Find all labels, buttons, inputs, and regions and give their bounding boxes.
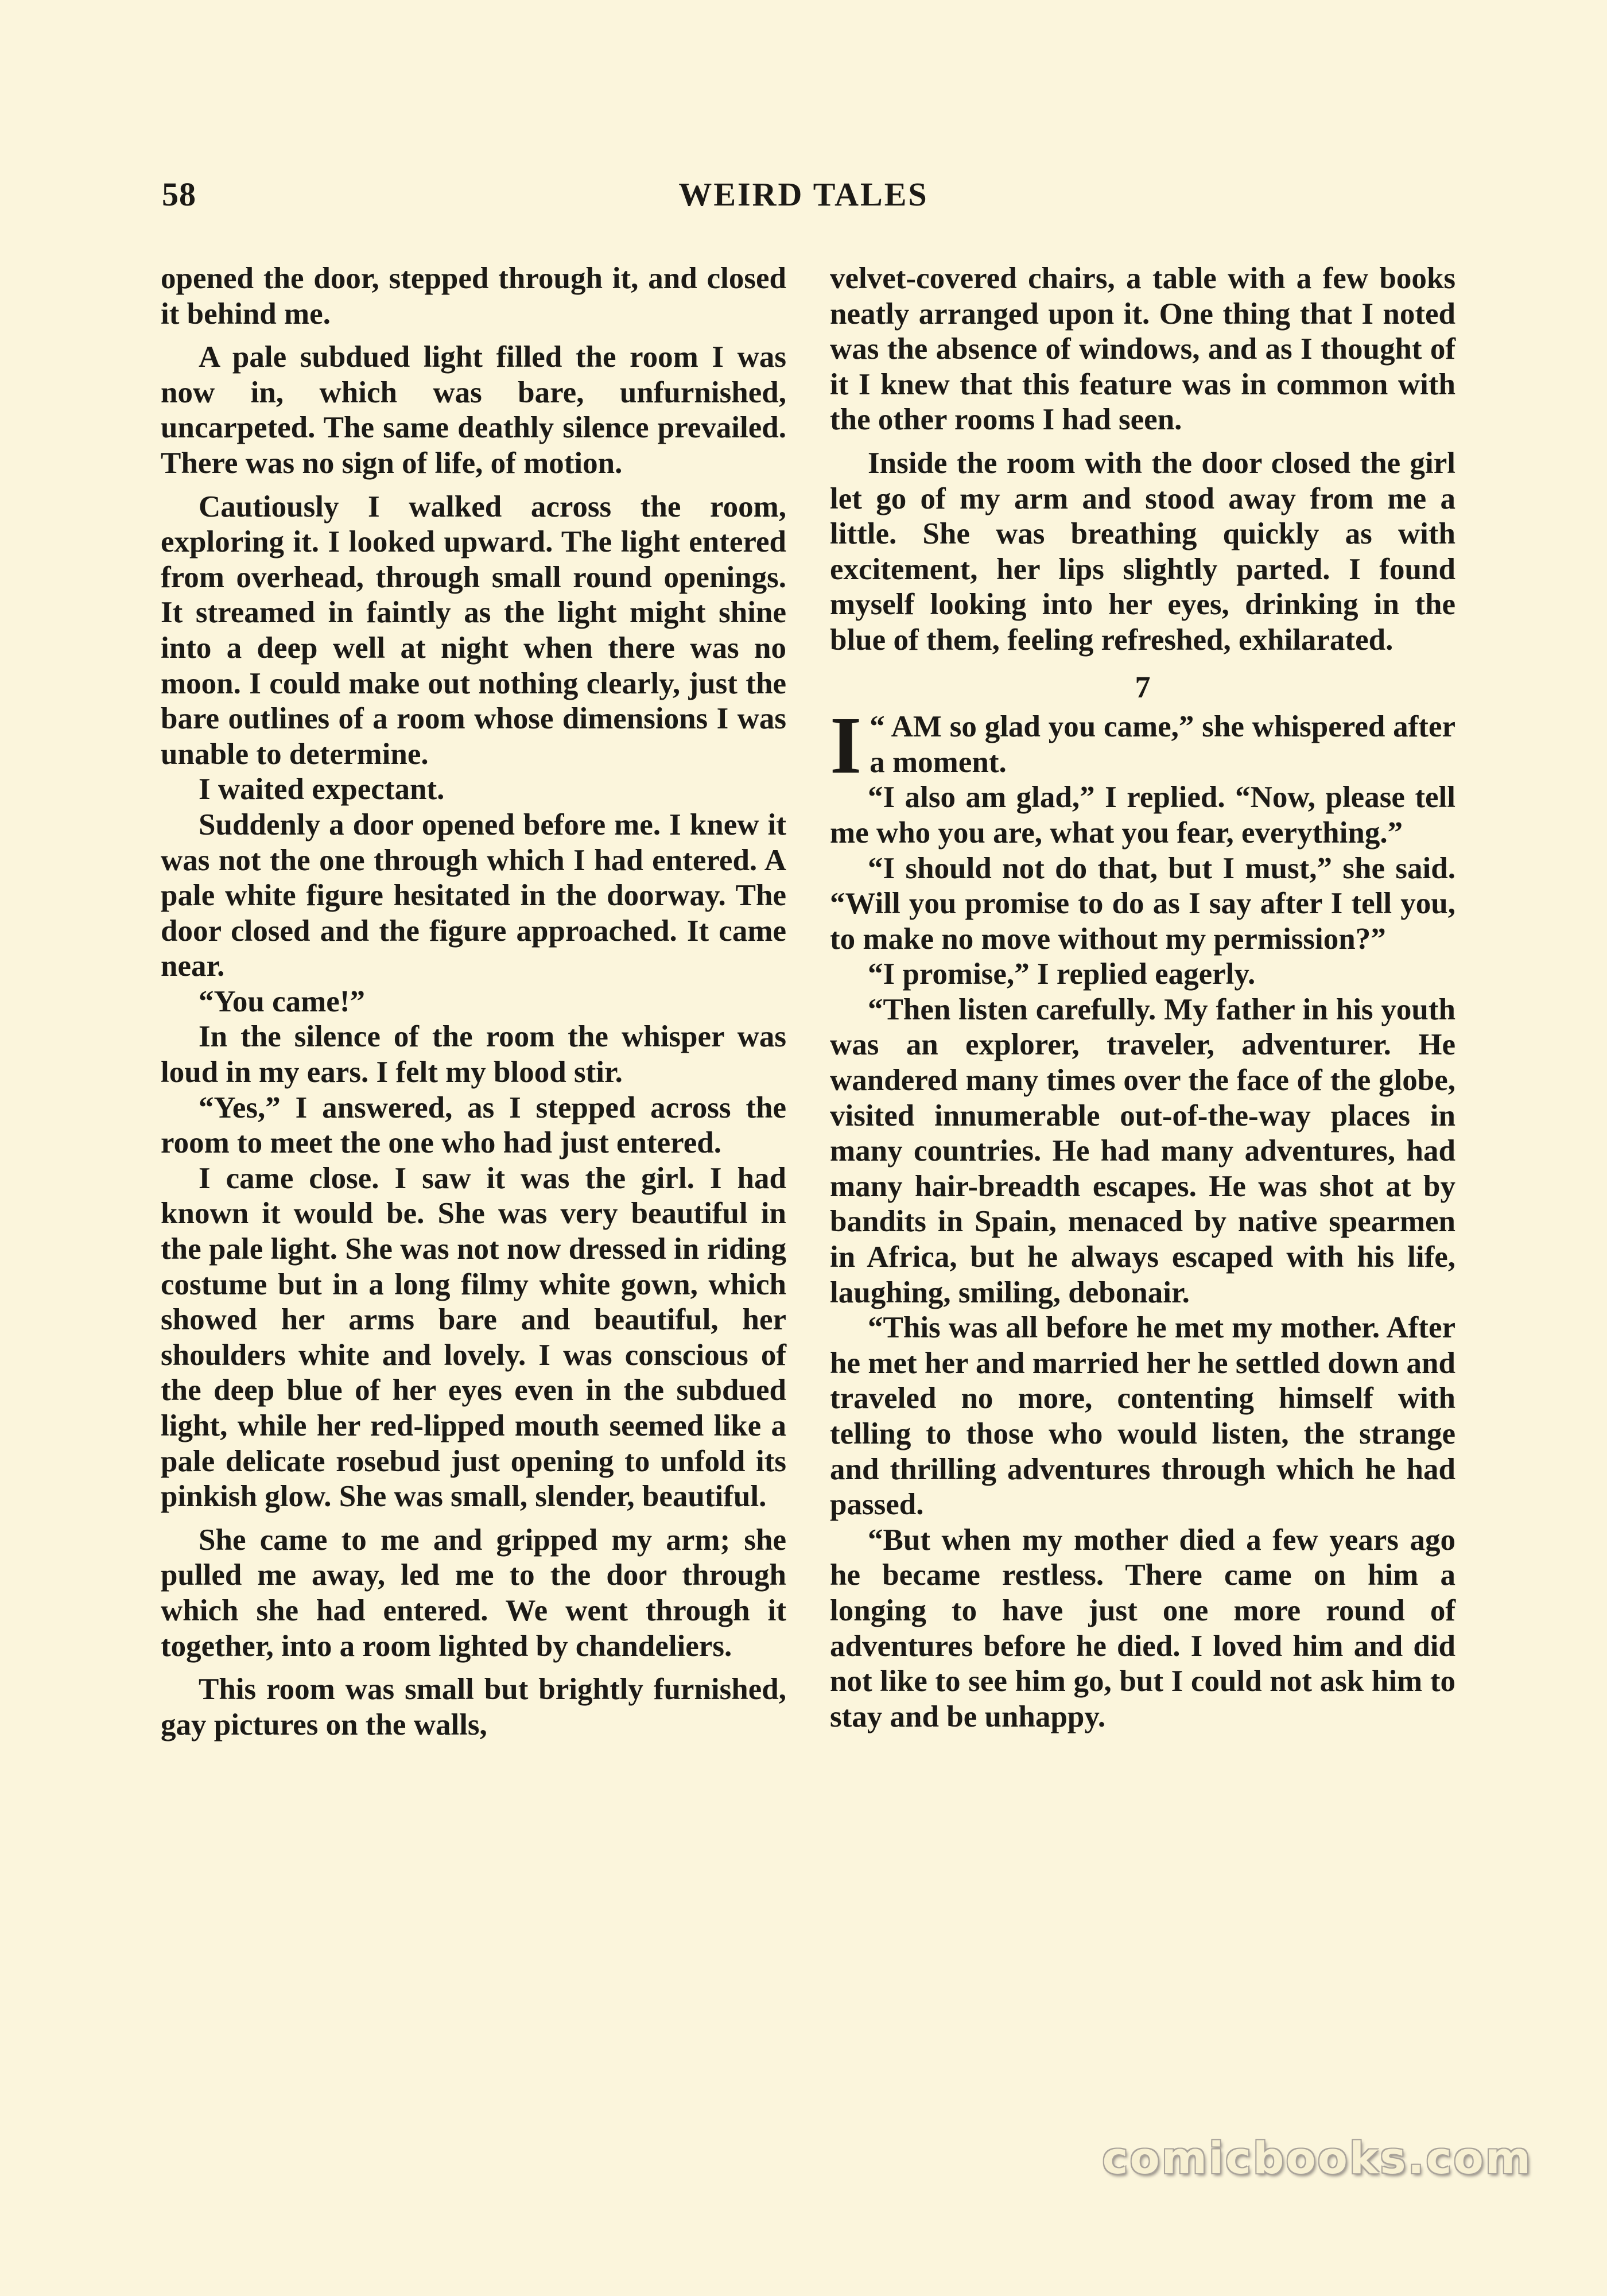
- paragraph: Suddenly a door opened before me. I knew it was not the one through which I had entered. A pale white figure hesitated in the doorway. The door closed and the figure approached. It came near.: [161, 808, 786, 983]
- paragraph: “You came!”: [199, 984, 365, 1018]
- paragraph: This room was small but brightly furnished, gay pictures on the walls,: [161, 1673, 786, 1742]
- page-number: 58: [162, 176, 196, 213]
- paragraph: “I promise,” I replied eagerly.: [868, 957, 1256, 991]
- paragraph: velvet-covered chairs, a table with a few books neatly arranged upon it. One thing that I noted was the absence of windows, and as I thought of it I knew that this feature was in common with the other rooms I had seen.: [830, 262, 1455, 437]
- paragraph: opened the door, stepped through it, and closed it behind me.: [161, 262, 786, 331]
- paragraph: “Yes,” I answered, as I stepped across the room to meet the one who had just entered.: [161, 1091, 786, 1160]
- paragraph: She came to me and gripped my arm; she pulled me away, led me to the door through which she had entered. We went through it together, into a room lighted by chandeliers.: [161, 1523, 786, 1663]
- running-title: WEIRD TALES: [678, 176, 929, 213]
- paragraph: Inside the room with the door closed the girl let go of my arm and stood away from me a little. She was breathing quickly as with excitement, her lips slightly parted. I found myself looking into her eyes, drinking in the blue of them, feeling refreshed, exhilarated.: [830, 446, 1455, 657]
- section-number: 7: [1135, 669, 1151, 704]
- paragraph: Cautiously I walked across the room, exploring it. I looked upward. The light entered from overhead, through small round openings. It streamed in faintly as the light might shine into a deep well at night when there was no moon. I could make out nothing clearly, just the bare outlines of a room whose dimensions I was unable to determine.: [161, 490, 786, 771]
- paragraph: In the silence of the room the whisper was loud in my ears. I felt my blood stir.: [161, 1020, 786, 1089]
- paragraph: “I should not do that, but I must,” she said. “Will you promise to do as I say after I tell you, to make no move without my permission?”: [830, 851, 1455, 956]
- dropcap-paragraph: [830, 700, 1455, 791]
- dropcap-text: AM so glad you came,” she whispered after a moment.: [870, 710, 1455, 779]
- left-column: [161, 261, 786, 1743]
- paragraph: “I also am glad,” I replied. “Now, please tell me who you are, what you fear, everything.”: [830, 781, 1455, 850]
- paragraph: I came close. I saw it was the girl. I had known it would be. She was very beautiful in the pale light. She was not now dressed in riding costume but in a long filmy white gown, which showed her arms bare and beautiful, her shoulders white and lovely. I was conscious of the deep blue of her eyes even in the subdued light, while her red-lipped mouth seemed like a pale delicate rosebud just opening to unfold its pinkish glow. She was small, slender, beautiful.: [161, 1161, 786, 1514]
- paragraph: “Then listen carefully. My father in his youth was an explorer, traveler, adventurer. He wandered many times over the face of the globe, visited innumerable out-of-the-way places in many countries. He had many adventures, had many hair-breadth escapes. He was shot at by bandits in Spain, menaced by native spearmen in Africa, but he always escaped with his life, laughing, smiling, debonair.: [830, 992, 1455, 1309]
- open-quote: “: [870, 710, 885, 744]
- watermark: comicbooks.com: [1102, 2132, 1532, 2183]
- paragraph: “This was all before he met my mother. After he met her and married her he settled down and traveled no more, contenting himself with telling to those who would listen, the strange and thrilling adventures through which he had passed.: [830, 1311, 1455, 1522]
- drop-cap: I: [830, 700, 862, 791]
- paragraph: A pale subdued light filled the room I was now in, which was bare, unfurnished, uncarpeted. The same deathly silence prevailed. There was no sign of life, of motion.: [161, 340, 786, 480]
- paragraph: I waited expectant.: [199, 773, 445, 806]
- right-column: [830, 261, 1455, 1735]
- paragraph: “But when my mother died a few years ago he became restless. There came on him a longing to have just one more round of adventures before he died. I loved him and did not like to see him go, but I could not ask him to stay and be unhappy.: [830, 1523, 1455, 1733]
